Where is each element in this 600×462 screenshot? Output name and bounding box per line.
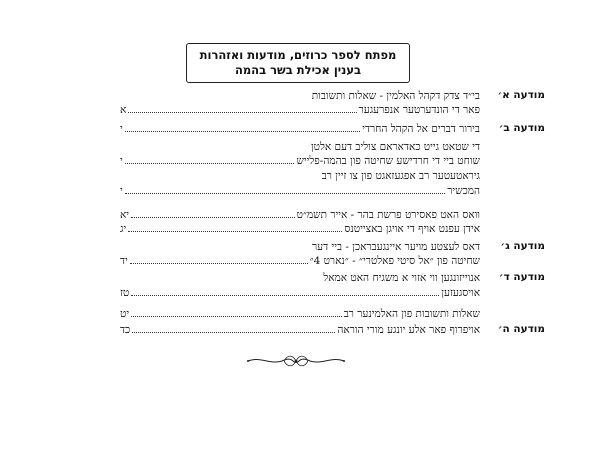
toc-entry[interactable]	[120, 184, 480, 198]
toc-entry-text: שאלות ותשובות פון האלמינער רב	[343, 308, 480, 320]
dot-leader	[125, 184, 445, 194]
dot-leader	[125, 122, 360, 132]
toc-entry-page: יד	[120, 255, 128, 267]
toc-entry-page: כד	[120, 324, 131, 336]
toc-entry[interactable]	[120, 154, 480, 168]
toc-entry[interactable]	[120, 222, 480, 236]
section-label-5: מודעה ה׳	[497, 323, 545, 335]
toc-entry-text: אידן עפנט אויף די אויגן באצייטנס	[344, 223, 480, 235]
toc-entry[interactable]	[120, 122, 480, 136]
toc-entry[interactable]	[120, 307, 480, 321]
toc-entry-text: שוחט ביי די חרדישע שחיטה פון בהמה-פלייש	[296, 155, 480, 167]
section-3-line: דאס לעצטע מויער איינגעבראכן - ביי דער	[312, 241, 480, 253]
title-line-2: בענין אכילת בשר בהמה	[234, 63, 362, 77]
section-label-3: מודעה ג׳	[500, 240, 545, 252]
dot-leader	[125, 154, 295, 164]
toc-entry-text: פאר די הונדערטער אנפרעגער	[358, 104, 480, 116]
dot-leader	[128, 222, 342, 232]
toc-entry-text: שחיטה פון ״אל סיטי פאלטרי״ - ״נארט 4״	[309, 255, 480, 267]
section-label-1: מודעה א׳	[497, 89, 545, 101]
toc-entry-text: אויפרוף פאר אלע יונגע מורי הוראה	[337, 324, 480, 336]
dot-leader	[128, 103, 356, 113]
dot-leader	[132, 323, 335, 333]
section-2-line: די שטאט גייט כאדאראם צוליב דעם אלטן	[310, 141, 480, 153]
toc-entry[interactable]	[120, 208, 480, 222]
toc-entry[interactable]	[120, 286, 480, 300]
toc-entry-page: א	[120, 104, 127, 116]
dot-leader	[130, 254, 308, 264]
toc-entry-page: יט	[120, 308, 130, 320]
toc-entry[interactable]	[120, 254, 480, 268]
section-2-line: גיראטעטער רב אפגעזאגט פון צו זיין רב	[321, 170, 480, 182]
section-4-line: אנוייזונגען ווי אזוי א משגיח האט אמאל	[323, 272, 480, 284]
dot-leader	[131, 208, 295, 218]
section-label-2: מודעה ב׳	[498, 122, 545, 134]
toc-entry-page: י	[120, 123, 123, 135]
toc-entry[interactable]	[120, 103, 480, 117]
title-box	[186, 43, 410, 83]
toc-entry-page: יא	[120, 209, 130, 221]
toc-entry-page: י	[120, 185, 123, 197]
dot-leader	[131, 307, 342, 317]
toc-entry-page: י	[120, 155, 123, 167]
dot-leader	[131, 286, 439, 296]
title-line-1: מפתח לספר כרוזים, מודעות ואזהרות	[199, 48, 397, 62]
toc-entry-page: טז	[120, 287, 130, 299]
decorative-flourish-icon	[246, 352, 346, 370]
section-1-line: בי״ד צדק דקהל האלמין - שאלות ותשובות	[311, 90, 480, 102]
toc-entry-text: המכשיר	[447, 185, 480, 197]
section-label-4: מודעה ד׳	[498, 271, 545, 283]
toc-entry-text: בירור דברים אל הקהל החרדי	[362, 123, 480, 135]
toc-entry-page: יג	[120, 223, 127, 235]
toc-entry-text: אויסגעזען	[441, 287, 480, 299]
toc-entry[interactable]	[120, 323, 480, 337]
toc-entry-text: וואס האט פאסירט פרשת בהר - אייר תשמ״ט	[296, 209, 480, 221]
